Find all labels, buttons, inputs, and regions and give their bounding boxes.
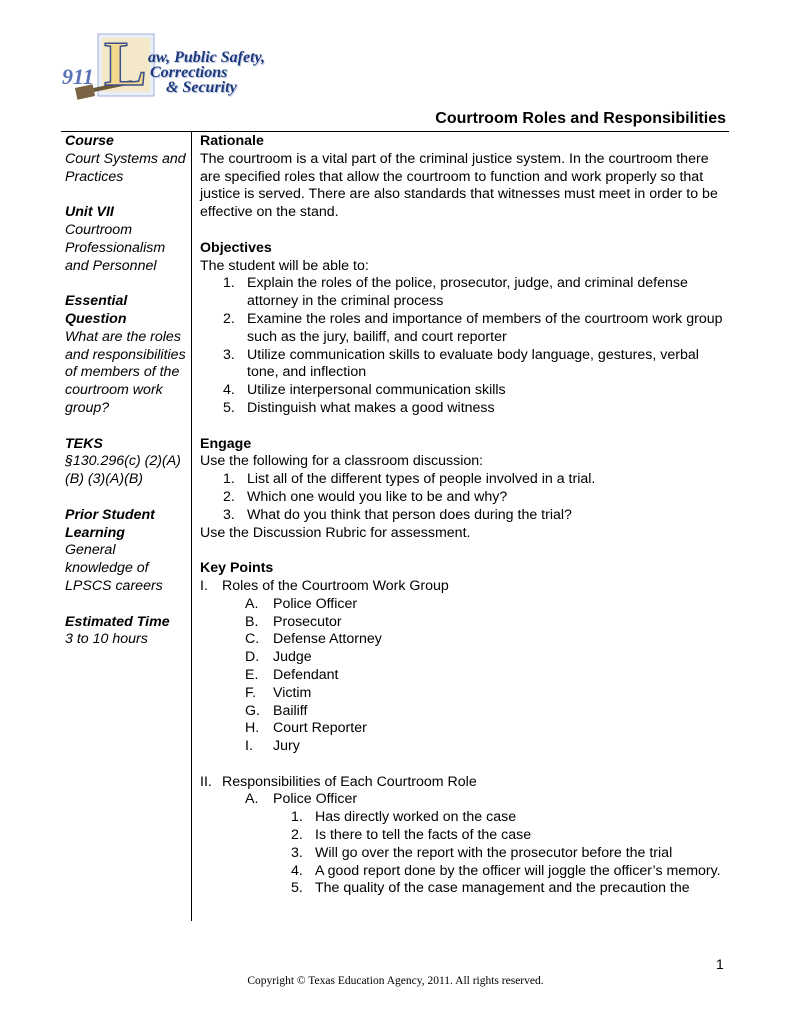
list-item: 5. The quality of the case management and the precaution the <box>291 880 690 897</box>
list-item: B. Prosecutor <box>245 613 342 630</box>
sidebar-teks <box>65 436 187 489</box>
sidebar-unit <box>65 204 187 275</box>
list-item: 3. Will go over the report with the prosecutor before the trial <box>291 844 673 861</box>
sidebar-label: Estimated Time <box>65 613 170 630</box>
list-item: G. Bailiff <box>245 702 308 719</box>
rationale-section <box>200 133 730 222</box>
lesson-body <box>200 133 730 898</box>
section-heading: Engage <box>200 435 252 452</box>
list-item: 5. Distinguish what makes a good witness <box>223 399 495 416</box>
engage-list <box>200 471 730 524</box>
logo-911: 911 <box>62 64 94 89</box>
engage-section <box>200 436 730 543</box>
list-item: 2. Is there to tell the facts of the case <box>291 827 532 844</box>
key-points-section <box>200 560 730 898</box>
sidebar-label: Essential Question <box>65 293 128 327</box>
lpscs-logo <box>62 28 266 106</box>
copyright-notice: Copyright © Texas Education Agency, 2011. All rights reserved. <box>247 975 544 987</box>
section-heading: Key Points <box>200 560 274 577</box>
list-item: C. Defense Attorney <box>245 631 382 648</box>
sidebar-value: Court Systems and Practices <box>65 150 186 185</box>
list-item: 3. What do you think that person does during the trial? <box>223 506 572 523</box>
list-item: 3. Utilize communication skills to evaluate body language, gestures, verbal tone, and inflection <box>223 346 699 381</box>
sidebar-value: 3 to 10 hours <box>65 631 148 648</box>
list-item: D. Judge <box>245 649 312 666</box>
sidebar-label: Unit VII <box>65 204 114 221</box>
section-heading: Rationale <box>200 133 264 149</box>
sidebar-label: TEKS <box>65 435 103 452</box>
sidebar-value: Courtroom Professionalism and Personnel <box>65 221 166 274</box>
sidebar-label: Course <box>65 133 114 149</box>
list-item: F. Victim <box>245 684 312 701</box>
logo-letter: L <box>104 28 147 99</box>
objectives-intro: The student will be able to: <box>200 257 369 274</box>
list-item: E. Defendant <box>245 666 339 683</box>
logo-line-1: aw, Public Safety, <box>148 49 266 66</box>
list-item: 4. Utilize interpersonal communication skills <box>223 382 506 399</box>
objectives-section <box>200 240 730 418</box>
rationale-text: The courtroom is a vital part of the criminal justice system. In the courtroom there are specified roles that allow the courtroom to function and work properly so that justice is served. There are also standards that witnesses must meet in order to be effective on the stand. <box>200 150 718 221</box>
column-divider <box>191 131 192 921</box>
list-item: 4. A good report done by the officer will joggle the officer’s memory. <box>291 862 721 879</box>
list-item: H. Court Reporter <box>245 720 367 737</box>
section-heading: Objectives <box>200 239 272 256</box>
sidebar-prior-learning <box>65 507 187 596</box>
sidebar-value: What are the roles and responsibilities of members of the courtroom work group? <box>65 328 186 416</box>
sidebar-value: §130.296(c) (2)(A)(B) (3)(A)(B) <box>65 453 181 488</box>
list-item: 2. Examine the roles and importance of members of the courtroom work group such as the jury, bailiff, and court reporter <box>223 310 723 345</box>
sidebar-estimated-time <box>65 614 187 650</box>
engage-outro: Use the Discussion Rubric for assessment. <box>200 524 471 541</box>
roles-list <box>200 596 730 756</box>
list-item: I. Jury <box>245 738 300 755</box>
list-item: 1. Has directly worked on the case <box>291 809 517 826</box>
page-number: 1 <box>716 956 724 972</box>
outline-heading: II. Responsibilities of Each Courtroom Role <box>200 773 477 790</box>
logo-line-2: Corrections <box>150 64 228 81</box>
police-officer-list <box>200 809 730 898</box>
header-rule <box>61 131 729 132</box>
sidebar-course <box>65 133 187 186</box>
lesson-sidebar <box>65 133 187 667</box>
list-item: 2. Which one would you like to be and why? <box>223 488 508 505</box>
responsibilities-list <box>200 791 730 809</box>
sidebar-label: Prior Student Learning <box>65 506 155 541</box>
list-item: A. Police Officer <box>245 791 358 808</box>
objectives-list <box>200 275 730 417</box>
sidebar-value: General knowledge of LPSCS careers <box>65 542 163 594</box>
logo-wordmark <box>148 50 265 95</box>
list-item: A. Police Officer <box>245 595 358 612</box>
outline-heading: I. Roles of the Courtroom Work Group <box>200 577 449 594</box>
list-item: 1. List all of the different types of people involved in a trial. <box>223 471 596 488</box>
list-item: 1. Explain the roles of the police, prosecutor, judge, and criminal defense attorney in the criminal process <box>223 275 688 310</box>
sidebar-essential-question <box>65 293 187 418</box>
engage-intro: Use the following for a classroom discussion: <box>200 453 484 470</box>
document-title: Courtroom Roles and Responsibilities <box>435 110 726 127</box>
logo-line-3: & Security <box>166 79 237 96</box>
